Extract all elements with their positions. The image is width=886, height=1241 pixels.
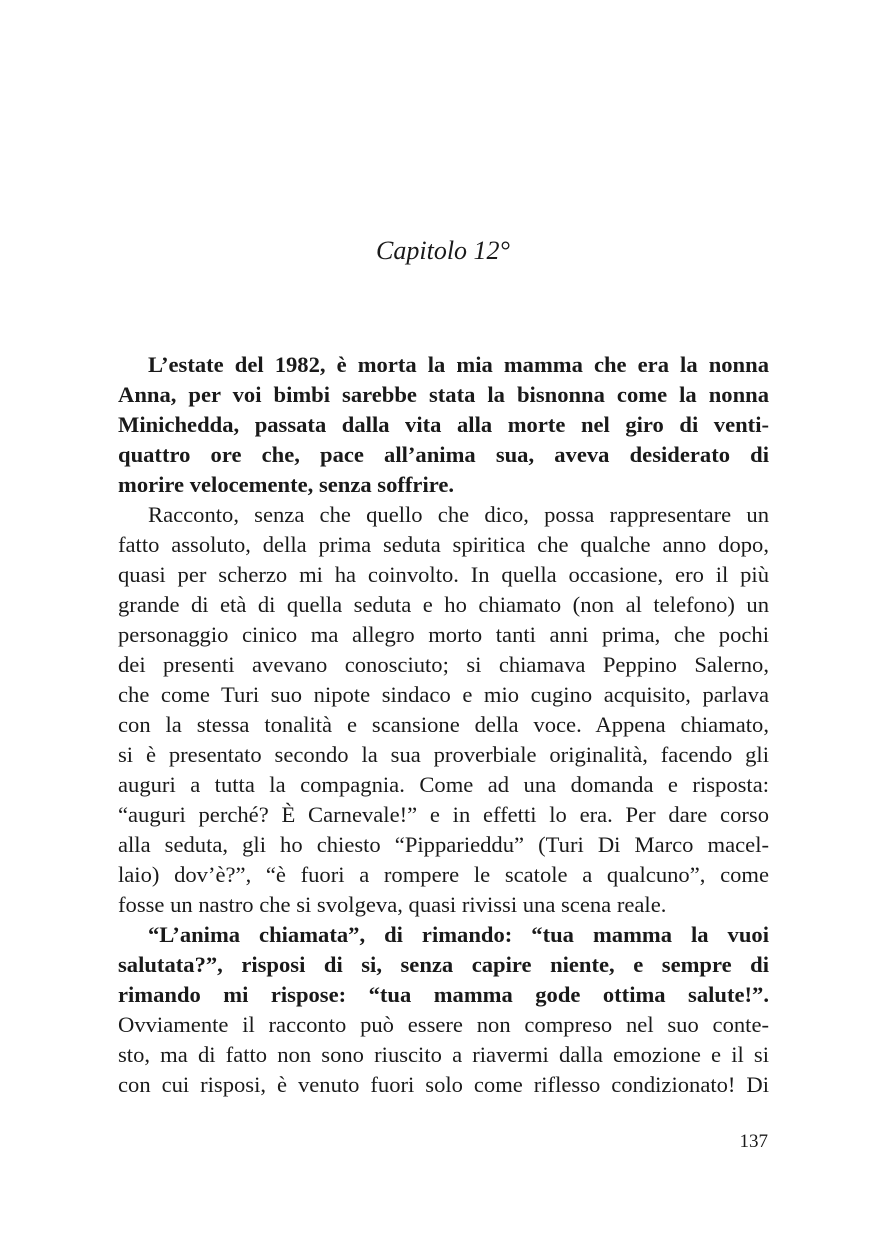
text-line: con la stessa tonalità e scansione della voce. Appena chiamato, xyxy=(118,712,769,737)
text-line: salutata?”, risposi di si, senza capire niente, e sempre di xyxy=(118,952,769,977)
text-line: fosse un nastro che si svolgeva, quasi rivissi una scena reale. xyxy=(118,892,667,917)
text-line: rimando mi rispose: “tua mamma gode ottima salute!”. xyxy=(118,982,769,1007)
text-line: sto, ma di fatto non sono riuscito a riavermi dalla emozione e il si xyxy=(118,1042,769,1067)
text-line: L’estate del 1982, è morta la mia mamma che era la nonna xyxy=(148,352,769,377)
text-line: Ovviamente il racconto può essere non compreso nel suo conte- xyxy=(118,1012,769,1037)
text-line: quasi per scherzo mi ha coinvolto. In quella occasione, ero il più xyxy=(118,562,769,587)
text-line: Anna, per voi bimbi sarebbe stata la bisnonna come la nonna xyxy=(118,382,769,407)
text-line: grande di età di quella seduta e ho chiamato (non al telefono) un xyxy=(118,592,769,617)
text-line: Racconto, senza che quello che dico, possa rappresentare un xyxy=(148,502,769,527)
text-line: con cui risposi, è venuto fuori solo come riflesso condizionato! Di xyxy=(118,1072,769,1097)
text-line: Minichedda, passata dalla vita alla morte nel giro di venti- xyxy=(118,412,769,437)
text-line: si è presentato secondo la sua proverbiale originalità, facendo gli xyxy=(118,742,769,767)
text-line: fatto assoluto, della prima seduta spiritica che qualche anno dopo, xyxy=(118,532,769,557)
text-line: auguri a tutta la compagnia. Come ad una domanda e risposta: xyxy=(118,772,769,797)
text-line: “L’anima chiamata”, di rimando: “tua mamma la vuoi xyxy=(148,922,769,947)
text-line: personaggio cinico ma allegro morto tanti anni prima, che pochi xyxy=(118,622,769,647)
body-text xyxy=(118,350,769,1100)
text-line: dei presenti avevano conosciuto; si chiamava Peppino Salerno, xyxy=(118,652,769,677)
text-line: “auguri perché? È Carnevale!” e in effetti lo era. Per dare corso xyxy=(118,802,769,827)
chapter-title: Capitolo 12° xyxy=(376,236,510,265)
text-line: quattro ore che, pace all’anima sua, aveva desiderato di xyxy=(118,442,769,467)
page-number: 137 xyxy=(739,1131,768,1152)
text-line: morire velocemente, senza soffrire. xyxy=(118,472,455,497)
text-line: che come Turi suo nipote sindaco e mio cugino acquisito, parlava xyxy=(118,682,769,707)
text-line: laio) dov’è?”, “è fuori a rompere le scatole a qualcuno”, come xyxy=(118,862,769,887)
text-line: alla seduta, gli ho chiesto “Pipparieddu” (Turi Di Marco macel- xyxy=(118,832,769,857)
